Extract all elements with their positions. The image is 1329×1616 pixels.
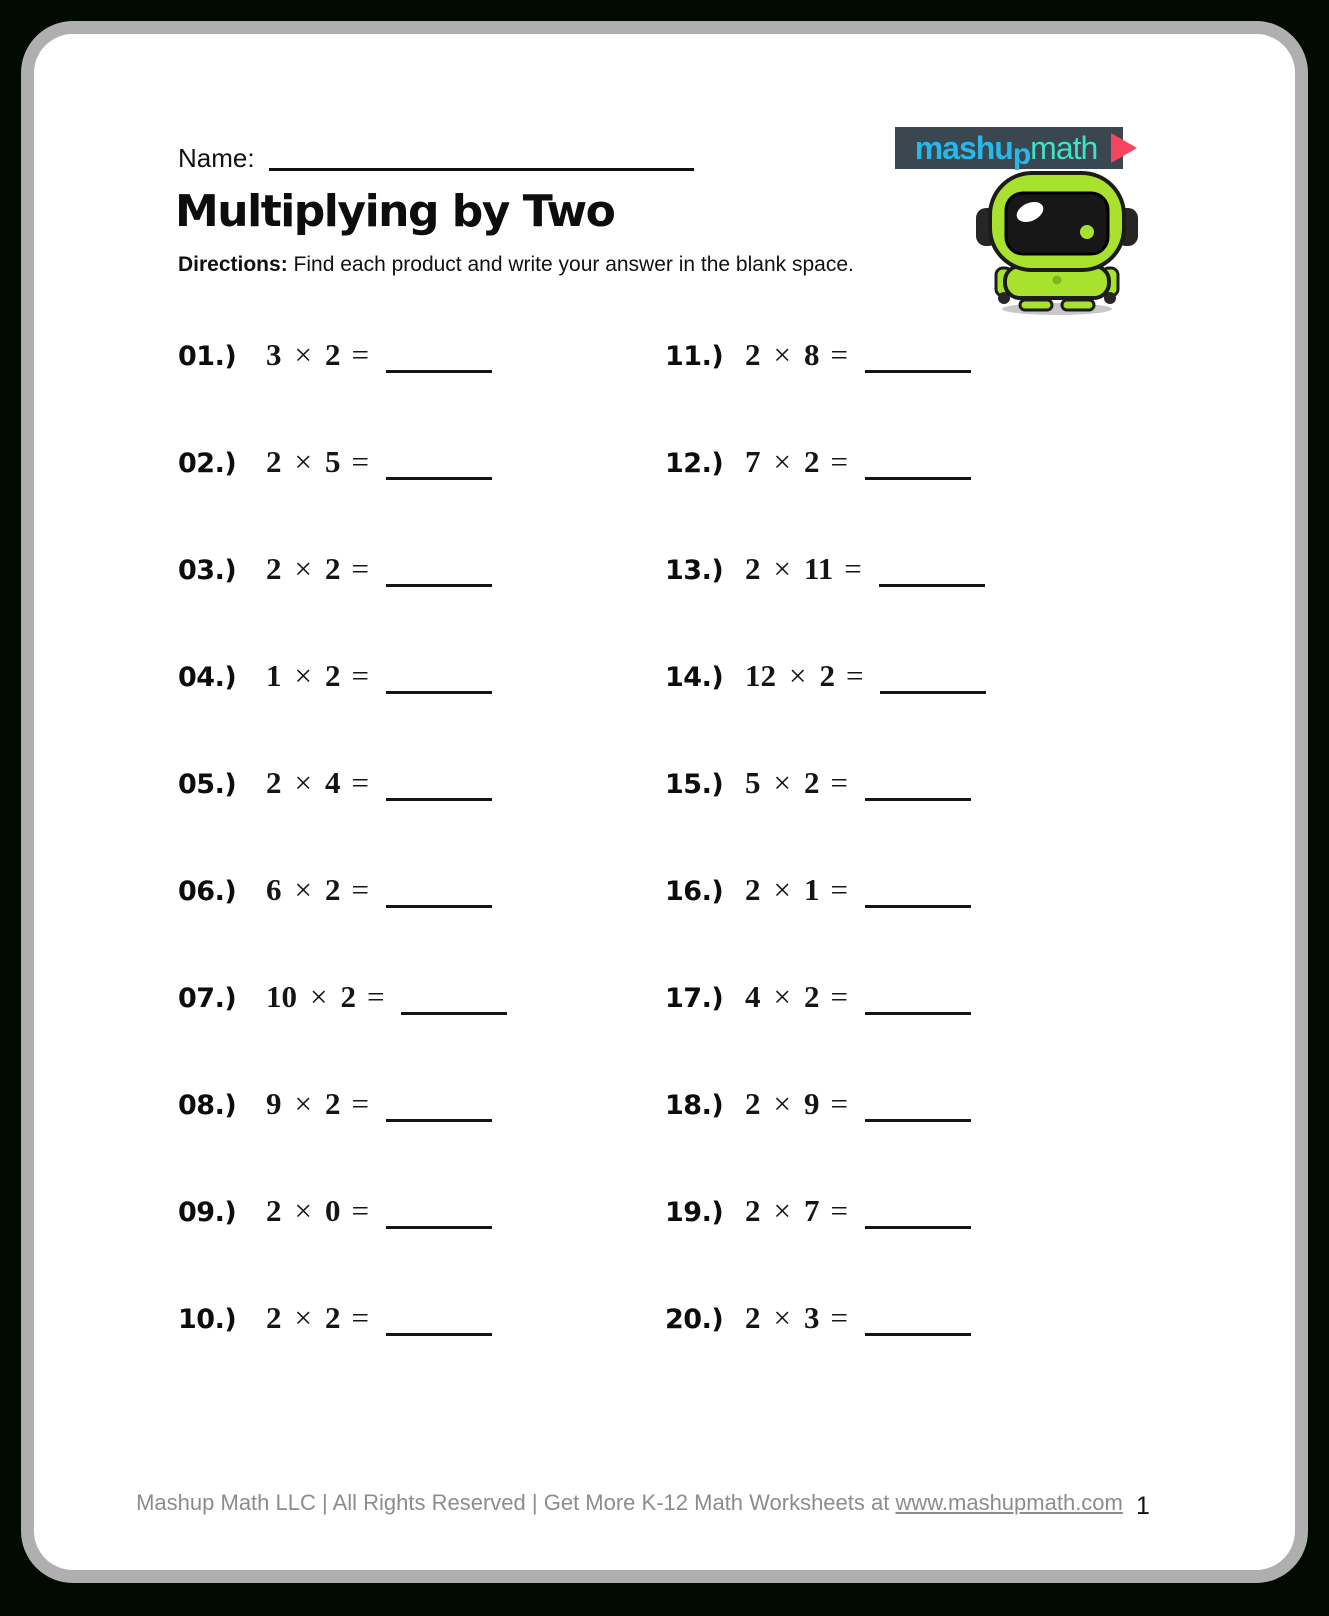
directions bbox=[178, 253, 854, 277]
equation bbox=[266, 1193, 492, 1229]
problems-column-left bbox=[178, 337, 658, 1407]
times-icon: × bbox=[294, 765, 312, 800]
factor-b: 3 bbox=[803, 1300, 820, 1335]
equation bbox=[745, 658, 986, 694]
equation bbox=[745, 1086, 971, 1122]
answer-blank[interactable] bbox=[865, 1216, 971, 1229]
times-icon: × bbox=[773, 872, 791, 907]
equation bbox=[266, 1300, 492, 1336]
problem-number: 05.) bbox=[178, 769, 237, 800]
problem-row-17 bbox=[665, 979, 1165, 1086]
footer-link[interactable]: www.mashupmath.com bbox=[895, 1490, 1123, 1515]
equals-sign: = bbox=[830, 444, 848, 479]
equation bbox=[745, 979, 971, 1015]
equation bbox=[266, 979, 507, 1015]
answer-blank[interactable] bbox=[865, 1109, 971, 1122]
equation bbox=[266, 444, 492, 480]
answer-blank[interactable] bbox=[386, 574, 492, 587]
equals-sign: = bbox=[351, 765, 369, 800]
page-number: 1 bbox=[1136, 1492, 1150, 1520]
factor-a: 1 bbox=[266, 658, 282, 693]
equation bbox=[745, 1193, 971, 1229]
equation bbox=[266, 551, 492, 587]
equals-sign: = bbox=[830, 979, 848, 1014]
factor-a: 2 bbox=[266, 551, 282, 586]
answer-blank[interactable] bbox=[879, 574, 985, 587]
answer-blank[interactable] bbox=[865, 895, 971, 908]
problem-number: 06.) bbox=[178, 876, 237, 907]
answer-blank[interactable] bbox=[401, 1002, 507, 1015]
problem-row-07 bbox=[178, 979, 658, 1086]
mashupmath-logo bbox=[895, 127, 1123, 169]
robot-mascot-icon bbox=[962, 168, 1152, 316]
problem-row-12 bbox=[665, 444, 1165, 551]
factor-a: 2 bbox=[266, 444, 282, 479]
times-icon: × bbox=[294, 1086, 312, 1121]
answer-blank[interactable] bbox=[865, 1002, 971, 1015]
factor-a: 2 bbox=[745, 551, 761, 586]
problem-number: 04.) bbox=[178, 662, 237, 693]
equals-sign: = bbox=[366, 979, 385, 1014]
answer-blank[interactable] bbox=[386, 788, 492, 801]
times-icon: × bbox=[294, 337, 312, 372]
problem-number: 20.) bbox=[665, 1304, 724, 1335]
factor-a: 4 bbox=[745, 979, 761, 1014]
page-title: Multiplying by Two bbox=[175, 186, 615, 237]
problem-row-05 bbox=[178, 765, 658, 872]
factor-a: 2 bbox=[745, 1300, 761, 1335]
equation bbox=[266, 658, 492, 694]
problem-number: 16.) bbox=[665, 876, 724, 907]
factor-a: 9 bbox=[266, 1086, 282, 1121]
problem-number: 10.) bbox=[178, 1304, 237, 1335]
directions-text: Find each product and write your answer in the blank space. bbox=[293, 253, 854, 276]
problem-number: 18.) bbox=[665, 1090, 724, 1121]
problems-column-right bbox=[665, 337, 1165, 1407]
name-blank-line[interactable] bbox=[269, 144, 694, 171]
equals-sign: = bbox=[830, 1300, 848, 1335]
equation bbox=[266, 337, 492, 373]
problem-number: 07.) bbox=[178, 983, 237, 1014]
factor-a: 2 bbox=[745, 337, 761, 372]
equals-sign: = bbox=[351, 1086, 369, 1121]
problem-number: 01.) bbox=[178, 341, 237, 372]
logo-text-math: math bbox=[1030, 129, 1098, 166]
times-icon: × bbox=[773, 551, 791, 586]
times-icon: × bbox=[310, 979, 328, 1014]
factor-b: 2 bbox=[324, 551, 341, 586]
problem-row-04 bbox=[178, 658, 658, 765]
answer-blank[interactable] bbox=[865, 1323, 971, 1336]
factor-b: 2 bbox=[803, 979, 820, 1014]
problem-number: 09.) bbox=[178, 1197, 237, 1228]
equals-sign: = bbox=[351, 1193, 369, 1228]
equals-sign: = bbox=[351, 444, 369, 479]
equation bbox=[745, 551, 985, 587]
equation bbox=[745, 444, 971, 480]
times-icon: × bbox=[294, 1300, 312, 1335]
equals-sign: = bbox=[351, 872, 369, 907]
times-icon: × bbox=[773, 337, 791, 372]
equals-sign: = bbox=[351, 551, 369, 586]
factor-b: 2 bbox=[324, 1300, 341, 1335]
problem-row-14 bbox=[665, 658, 1165, 765]
answer-blank[interactable] bbox=[386, 1216, 492, 1229]
equals-sign: = bbox=[351, 658, 369, 693]
answer-blank[interactable] bbox=[386, 467, 492, 480]
worksheet-page bbox=[21, 21, 1308, 1583]
times-icon: × bbox=[773, 1086, 791, 1121]
equals-sign: = bbox=[844, 551, 862, 586]
times-icon: × bbox=[294, 1193, 312, 1228]
problem-number: 19.) bbox=[665, 1197, 724, 1228]
logo-text-mashu: mashu bbox=[914, 129, 1013, 166]
problem-row-06 bbox=[178, 872, 658, 979]
equals-sign: = bbox=[830, 1193, 848, 1228]
problem-number: 08.) bbox=[178, 1090, 237, 1121]
factor-b: 7 bbox=[803, 1193, 820, 1228]
times-icon: × bbox=[773, 765, 791, 800]
name-row bbox=[178, 140, 694, 174]
factor-a: 3 bbox=[266, 337, 282, 372]
times-icon: × bbox=[294, 551, 312, 586]
factor-b: 2 bbox=[803, 444, 820, 479]
times-icon: × bbox=[773, 1300, 791, 1335]
equals-sign: = bbox=[351, 337, 369, 372]
problem-row-16 bbox=[665, 872, 1165, 979]
problem-number: 14.) bbox=[665, 662, 724, 693]
factor-a: 2 bbox=[745, 1086, 761, 1121]
problem-row-10 bbox=[178, 1300, 658, 1407]
factor-a: 12 bbox=[745, 658, 776, 693]
factor-b: 2 bbox=[324, 658, 341, 693]
factor-b: 1 bbox=[803, 872, 820, 907]
answer-blank[interactable] bbox=[386, 1109, 492, 1122]
equals-sign: = bbox=[830, 765, 848, 800]
factor-b: 0 bbox=[324, 1193, 341, 1228]
problem-row-03 bbox=[178, 551, 658, 658]
factor-b: 9 bbox=[803, 1086, 820, 1121]
factor-b: 11 bbox=[803, 551, 834, 586]
problem-row-18 bbox=[665, 1086, 1165, 1193]
answer-blank[interactable] bbox=[386, 360, 492, 373]
answer-blank[interactable] bbox=[865, 360, 971, 373]
equation bbox=[266, 1086, 492, 1122]
factor-a: 2 bbox=[266, 1300, 282, 1335]
equation bbox=[266, 872, 492, 908]
problem-number: 03.) bbox=[178, 555, 237, 586]
factor-a: 6 bbox=[266, 872, 282, 907]
equation bbox=[266, 765, 492, 801]
factor-a: 2 bbox=[745, 872, 761, 907]
factor-b: 2 bbox=[819, 658, 835, 693]
problem-number: 17.) bbox=[665, 983, 724, 1014]
factor-b: 2 bbox=[324, 337, 341, 372]
logo-text-p: p bbox=[1012, 138, 1031, 171]
equals-sign: = bbox=[830, 872, 848, 907]
problem-row-20 bbox=[665, 1300, 1165, 1407]
factor-b: 5 bbox=[324, 444, 341, 479]
problem-row-08 bbox=[178, 1086, 658, 1193]
answer-blank[interactable] bbox=[880, 681, 986, 694]
problem-number: 11.) bbox=[665, 341, 724, 372]
factor-a: 10 bbox=[266, 979, 297, 1014]
factor-a: 2 bbox=[266, 1193, 282, 1228]
footer-text: Mashup Math LLC | All Rights Reserved | Get More K-12 Math Worksheets at bbox=[136, 1490, 896, 1515]
footer bbox=[34, 1490, 1225, 1516]
factor-a: 2 bbox=[745, 1193, 761, 1228]
play-triangle-icon bbox=[1111, 133, 1137, 163]
times-icon: × bbox=[773, 979, 791, 1014]
factor-b: 2 bbox=[324, 1086, 341, 1121]
directions-label: Directions: bbox=[178, 253, 288, 276]
answer-blank[interactable] bbox=[386, 1323, 492, 1336]
factor-b: 2 bbox=[803, 765, 820, 800]
answer-blank[interactable] bbox=[386, 895, 492, 908]
problem-number: 13.) bbox=[665, 555, 724, 586]
equals-sign: = bbox=[351, 1300, 369, 1335]
answer-blank[interactable] bbox=[865, 467, 971, 480]
name-label: Name: bbox=[178, 143, 255, 173]
equation bbox=[745, 872, 971, 908]
factor-b: 2 bbox=[324, 872, 341, 907]
equals-sign: = bbox=[845, 658, 864, 693]
times-icon: × bbox=[294, 872, 312, 907]
problem-row-19 bbox=[665, 1193, 1165, 1300]
answer-blank[interactable] bbox=[865, 788, 971, 801]
problem-number: 02.) bbox=[178, 448, 237, 479]
factor-a: 5 bbox=[745, 765, 761, 800]
problem-number: 15.) bbox=[665, 769, 724, 800]
times-icon: × bbox=[773, 444, 791, 479]
problem-row-02 bbox=[178, 444, 658, 551]
problem-row-11 bbox=[665, 337, 1165, 444]
equation bbox=[745, 1300, 971, 1336]
equals-sign: = bbox=[830, 1086, 848, 1121]
times-icon: × bbox=[789, 658, 807, 693]
factor-a: 2 bbox=[266, 765, 282, 800]
factor-a: 7 bbox=[745, 444, 761, 479]
factor-b: 8 bbox=[803, 337, 820, 372]
factor-b: 2 bbox=[340, 979, 356, 1014]
times-icon: × bbox=[773, 1193, 791, 1228]
times-icon: × bbox=[294, 444, 312, 479]
times-icon: × bbox=[294, 658, 312, 693]
equation bbox=[745, 765, 971, 801]
problem-row-15 bbox=[665, 765, 1165, 872]
equals-sign: = bbox=[830, 337, 848, 372]
problem-row-13 bbox=[665, 551, 1165, 658]
problem-number: 12.) bbox=[665, 448, 724, 479]
problem-row-01 bbox=[178, 337, 658, 444]
problem-row-09 bbox=[178, 1193, 658, 1300]
factor-b: 4 bbox=[324, 765, 341, 800]
answer-blank[interactable] bbox=[386, 681, 492, 694]
equation bbox=[745, 337, 971, 373]
